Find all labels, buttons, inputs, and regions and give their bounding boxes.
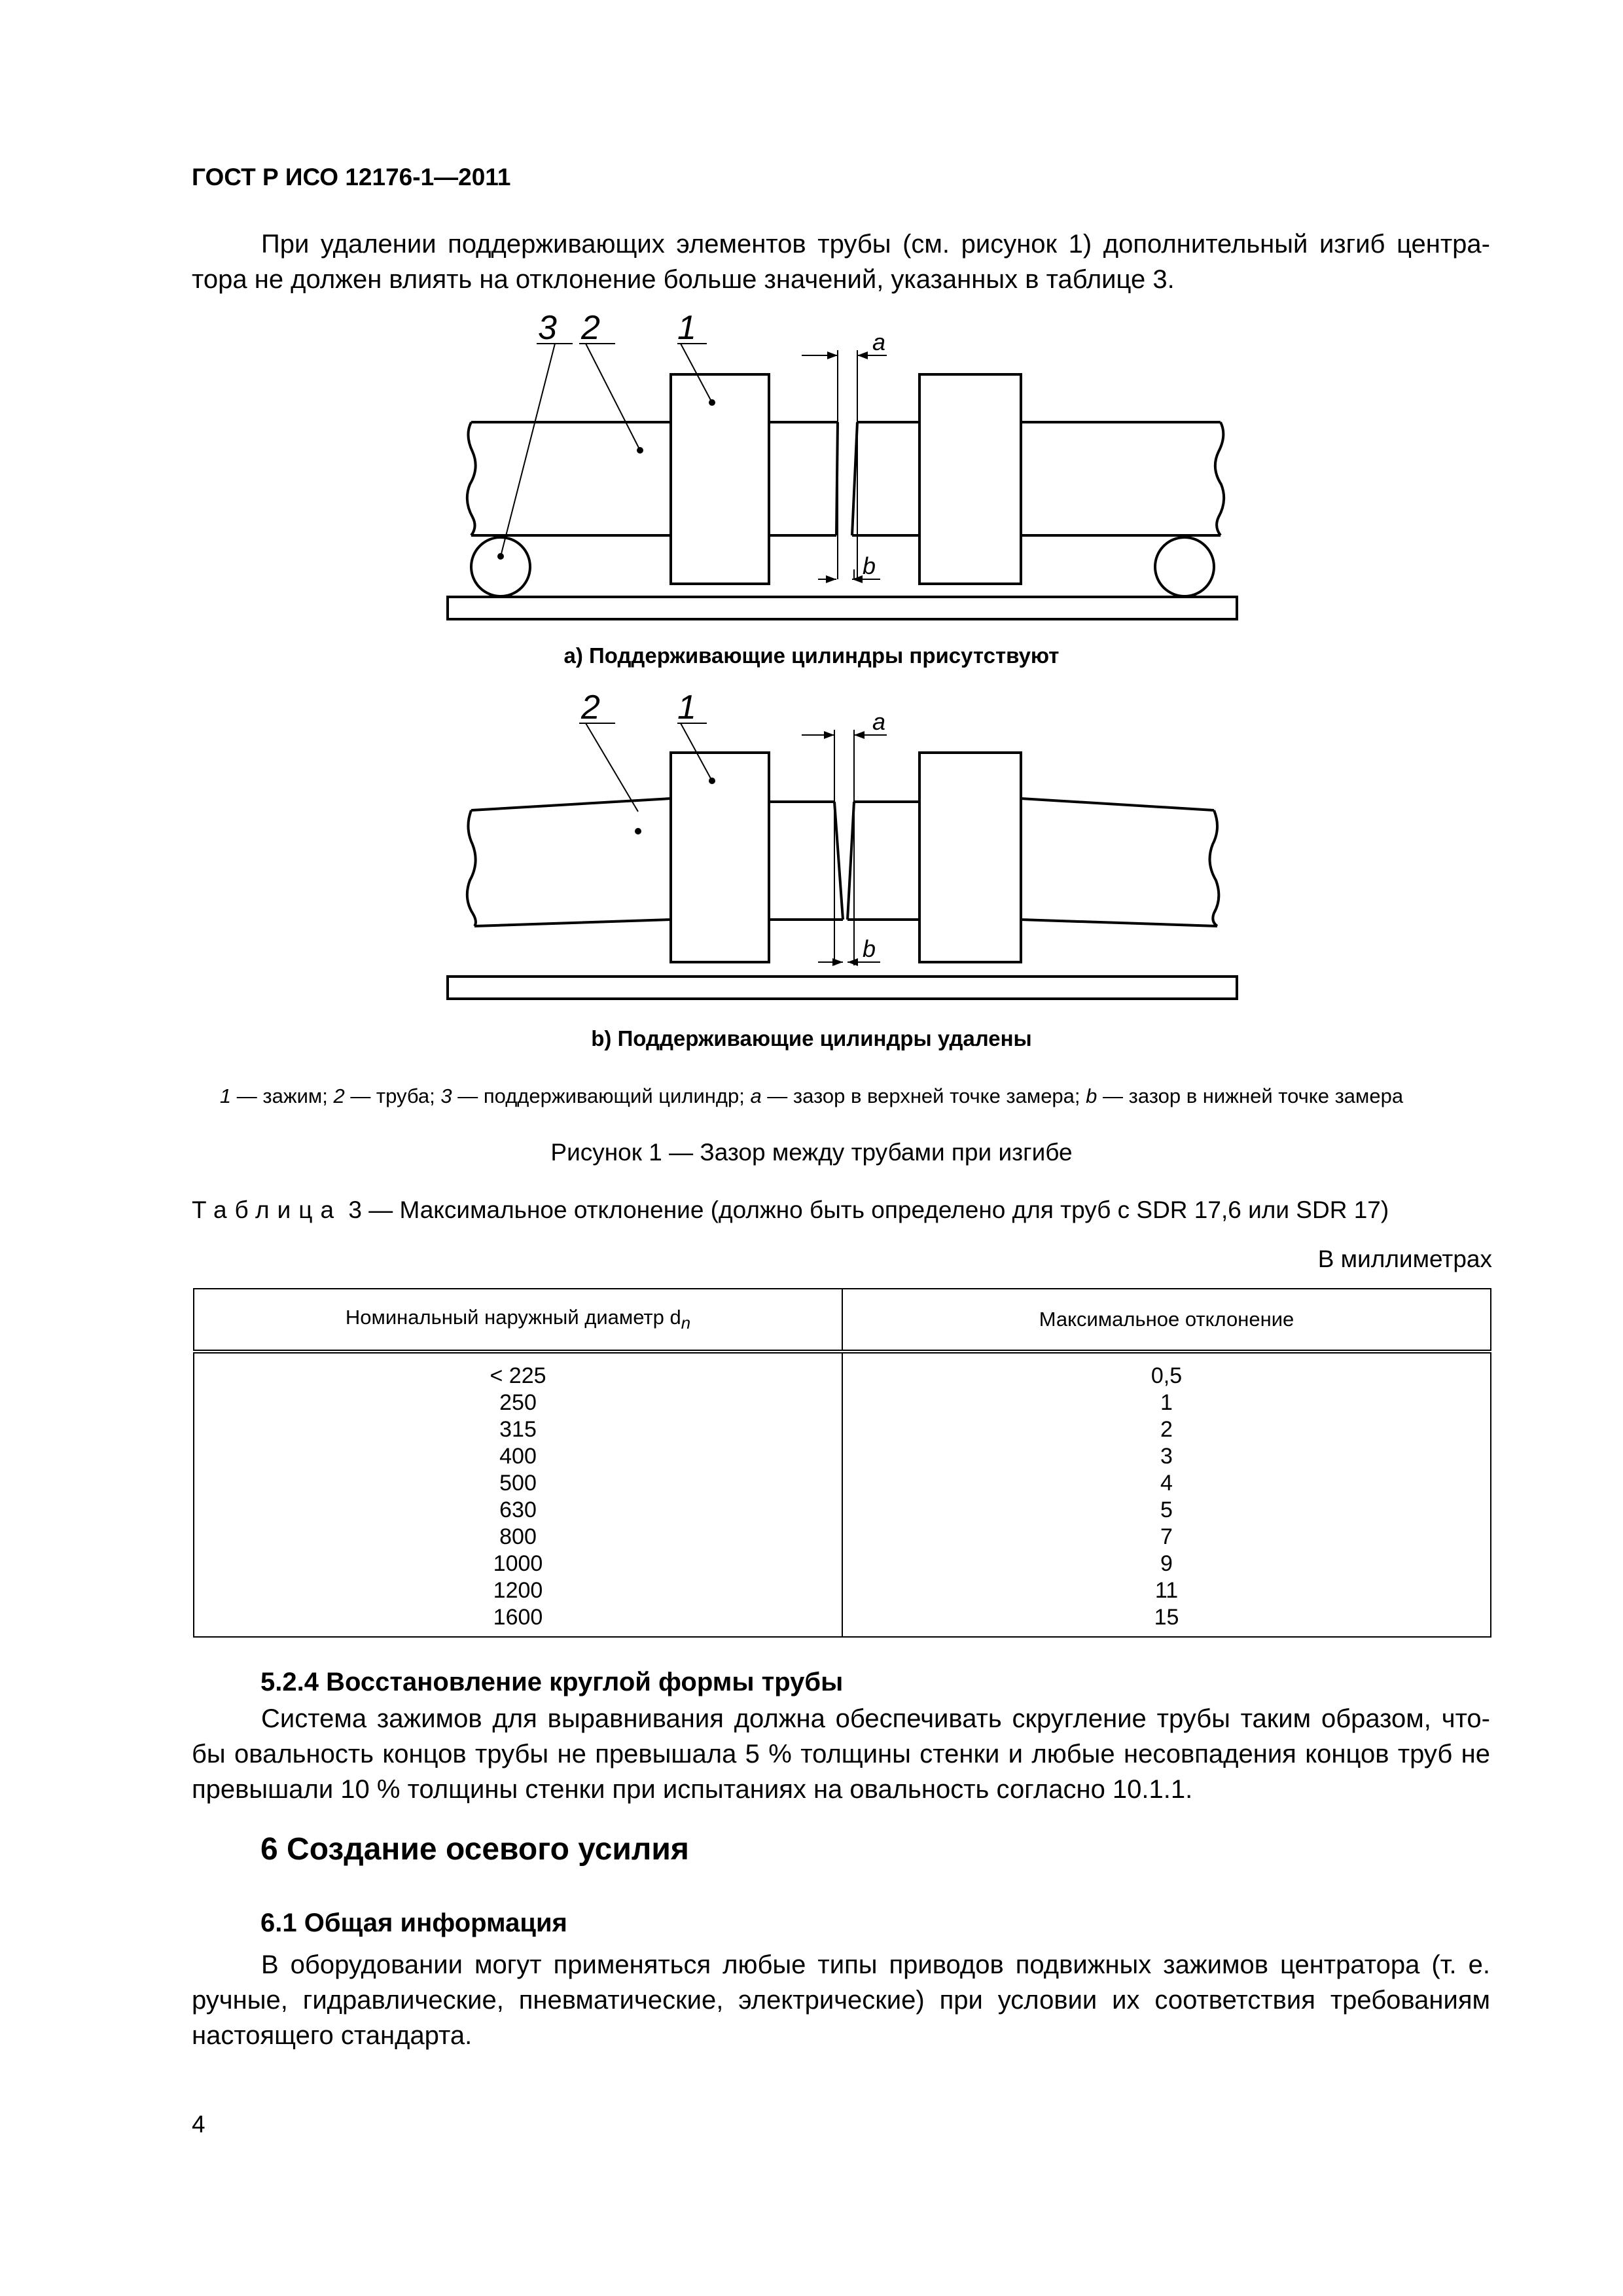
cell-value: 4 (1160, 1471, 1173, 1496)
deviation-cell (842, 1352, 1491, 1637)
table-row (194, 1352, 1491, 1637)
cell-value: 3 (1160, 1444, 1173, 1469)
section-5-2-4-paragraph (192, 1701, 1490, 1807)
header-deviation: Максимальное отклонение (842, 1289, 1491, 1352)
cell-value: 1000 (493, 1551, 543, 1576)
callout-1-a: 1 (677, 309, 696, 347)
cell-value: 800 (499, 1524, 537, 1549)
cell-value: 500 (499, 1471, 537, 1496)
section-6-1-line-1: В оборудовании могут применяться любые типы приводов подвижных зажимов центратора (т. е. (261, 1950, 1490, 1979)
cell-value: 400 (499, 1444, 537, 1469)
legend-text-2: — труба; (344, 1085, 441, 1107)
page-number: 4 (192, 2111, 205, 2138)
section-6-1-heading: 6.1 Общая информация (260, 1909, 567, 1937)
cell-value: 9 (1160, 1551, 1173, 1576)
table-header-row (194, 1289, 1491, 1352)
document-header: ГОСТ Р ИСО 12176-1—2011 (192, 164, 511, 190)
intro-line-rest: тора не должен влиять на отклонение больше значений, указанных в таблице 3. (192, 265, 1175, 294)
cell-value: 250 (499, 1390, 537, 1415)
header-diameter (194, 1289, 842, 1352)
intro-line-1: При удалении поддерживающих элементов трубы (см. рисунок 1) дополнительный изгиб центра- (261, 230, 1490, 259)
figure-caption-a: а) Поддерживающие цилиндры присутствуют (563, 643, 1060, 668)
legend-key-1: 1 (219, 1085, 232, 1107)
section-6-1-line-rest: ручные, гидравлические, пневматические, электрические) при условии их соответствия требованиям настоящего стандарта. (192, 1986, 1490, 2050)
cell-value: 1 (1160, 1390, 1173, 1415)
cell-value: 5 (1160, 1498, 1173, 1522)
legend-text-3: — поддерживающий цилиндр; (452, 1085, 751, 1107)
legend-key-3: 3 (440, 1085, 452, 1107)
figure-legend (0, 1085, 1623, 1108)
cell-value: 1200 (493, 1578, 543, 1603)
cell-value: 2 (1160, 1417, 1173, 1442)
gap-label-a-top: a (872, 329, 886, 355)
cell-value: 11 (1154, 1578, 1179, 1603)
legend-text-1: — зажим; (231, 1085, 334, 1107)
cell-value: 7 (1160, 1524, 1173, 1549)
cell-value: 15 (1154, 1605, 1179, 1630)
cell-value: 630 (499, 1498, 537, 1522)
legend-key-2: 2 (333, 1085, 345, 1107)
legend-key-5: b (1086, 1085, 1097, 1107)
deviation-table (193, 1288, 1491, 1638)
callout-2-a: 2 (581, 309, 600, 347)
header-diameter-sub: n (681, 1314, 691, 1333)
legend-text-4: — зазор в верхней точке замера; (761, 1085, 1086, 1107)
section-6-heading: 6 Создание осевого усилия (260, 1832, 689, 1867)
callout-1-b: 1 (677, 689, 696, 726)
section-5-2-4-line-1: Система зажимов для выравнивания должна обеспечивать скругление трубы таким образом, что- (261, 1704, 1490, 1733)
header-diameter-label: Номинальный наружный диаметр d (345, 1305, 681, 1329)
table-title-prefix: Таблица (192, 1196, 342, 1223)
cell-value: 315 (499, 1417, 537, 1442)
gap-label-b-bottom: b (863, 935, 876, 962)
legend-key-4: а (750, 1085, 762, 1107)
table-title-rest: 3 — Максимальное отклонение (должно быть определено для труб с SDR 17,6 или SDR 17) (342, 1196, 1389, 1223)
section-6-1-paragraph (192, 1947, 1490, 2053)
cell-value: < 225 (490, 1363, 546, 1388)
gap-label-b-top: b (863, 552, 876, 579)
figure-title: Рисунок 1 — Зазор между трубами при изгибе (550, 1139, 1073, 1166)
diameter-cell (194, 1352, 842, 1637)
cell-value: 1600 (493, 1605, 543, 1630)
section-5-2-4-line-rest: бы овальность концов трубы не превышала 5 % толщины стенки и любые несовпадения концов труб не превышали 10 % толщины стенки при испытаниях на овальность согласно 10.1.1. (192, 1740, 1490, 1804)
section-5-2-4-heading: 5.2.4 Восстановление круглой формы трубы (260, 1668, 844, 1696)
cell-value: 0,5 (1150, 1363, 1183, 1388)
gap-label-a-bottom: a (872, 708, 886, 735)
figure-caption-b: b) Поддерживающие цилиндры удалены (591, 1026, 1032, 1050)
table-units: В миллиметрах (1317, 1246, 1492, 1272)
callout-2-b: 2 (581, 689, 600, 726)
callout-3-a: 3 (538, 309, 557, 347)
legend-text-5: — зазор в нижней точке замера (1097, 1085, 1404, 1107)
table-title (192, 1196, 1389, 1224)
figure-diagram (0, 0, 1623, 1139)
